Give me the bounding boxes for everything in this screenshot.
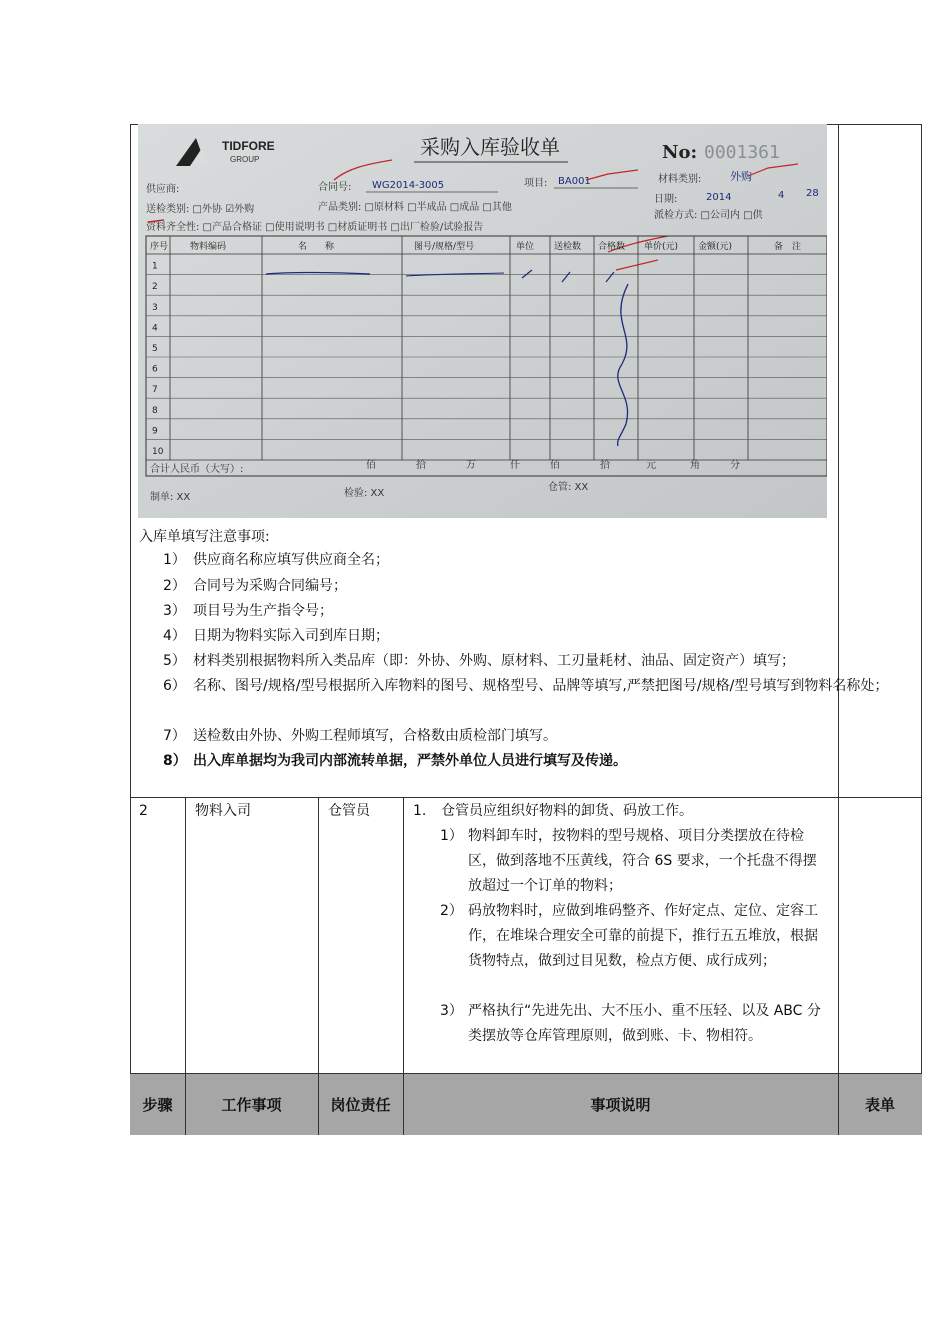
form-column-header: 送检数: [554, 242, 582, 252]
date-day: 28: [806, 188, 819, 199]
check-type-label: 送检类别: □外协 ☑外购: [146, 204, 255, 215]
step-sub-number: 2）: [440, 903, 463, 919]
form-row-number: 10: [152, 447, 164, 457]
form-column-header: 金额(元): [698, 242, 733, 252]
logo-subtext: GROUP: [230, 155, 260, 164]
form-number: 0001361: [704, 142, 780, 163]
step-main-text: 仓管员应组织好物料的卸货、码放工作。: [441, 803, 693, 819]
date-year: 2014: [706, 192, 732, 203]
form-row-number: 4: [152, 323, 158, 334]
form-column-header: 序号: [150, 242, 169, 252]
project-label: 项目:: [524, 178, 548, 189]
maker-label: 制单: XX: [150, 492, 191, 503]
form-row-number: 1: [152, 261, 158, 272]
note-text: 名称、图号/规格/型号根据所入库物料的图号、规格型号、品牌等填写,严禁把图号/规格/型号填写到物料名称处；: [193, 678, 889, 694]
step-main-item: [413, 799, 833, 824]
form-number-label: No:: [662, 142, 698, 163]
note-number: 7）: [163, 728, 186, 744]
project-value: BA001: [558, 176, 591, 187]
note-number: 4）: [163, 628, 186, 644]
note-text: 出入库单据均为我司内部流转单据，严禁外单位人员进行填写及传递。: [193, 753, 627, 769]
logo-text: TIDFORE: [222, 139, 275, 153]
header-work-item: 工作事项: [221, 1095, 282, 1114]
date-month: 4: [778, 190, 785, 201]
form-total-unit: 拾: [600, 460, 610, 471]
form-title: 采购入库验收单: [420, 135, 560, 159]
notes-title: 入库单填写注意事项:: [139, 529, 270, 545]
material-type-label: 材料类别:: [658, 174, 702, 185]
note-number: 1）: [163, 552, 186, 568]
checker-label: 检验: XX: [344, 488, 385, 499]
form-total-unit: 分: [730, 460, 740, 471]
note-item-emphasis: [163, 749, 913, 773]
note-text: 合同号为采购合同编号；: [193, 578, 347, 594]
note-item: [163, 599, 913, 623]
step-sub-text: 码放物料时，应做到堆码整齐、作好定点、定位、定容工作，在堆垛合理安全可靠的前提下，推行五五堆放，根据货物特点，做到过目见数，检点方便、成行成列；: [468, 903, 818, 969]
form-row-number: 8: [152, 405, 158, 416]
form-total-unit: 佰: [550, 460, 560, 471]
form-column-header: 图号/规格/型号: [414, 242, 475, 252]
form-row-number: 7: [152, 385, 158, 396]
date-label: 日期:: [654, 194, 678, 205]
note-number: 8）: [163, 753, 187, 769]
form-total-unit: 万: [466, 460, 476, 471]
note-text: 供应商名称应填写供应商全名；: [193, 552, 389, 568]
note-item: [163, 674, 913, 698]
docs-label: 资料齐全性: □产品合格证 □使用说明书 □材质证明书 □出厂检验/试验报告: [146, 222, 484, 233]
form-column-header: 单位: [516, 242, 535, 252]
note-text: 送检数由外协、外购工程师填写，合格数由质检部门填写。: [193, 728, 557, 744]
material-type-value: 外购: [730, 170, 752, 183]
form-total-unit: 拾: [416, 460, 426, 471]
form-column-header: 备 注: [774, 242, 802, 252]
form-row-number: 5: [152, 344, 158, 354]
step-sub-item: [440, 999, 830, 1049]
receipt-form-photo: [138, 124, 827, 518]
form-column-header: 单价(元): [644, 242, 679, 252]
note-item: [163, 649, 913, 673]
step-sub-item: [440, 824, 830, 899]
form-column-header: 物料编码: [190, 242, 227, 252]
form-row-number: 2: [152, 282, 158, 293]
step-sub-item: [440, 899, 830, 974]
header-description: 事项说明: [590, 1095, 651, 1114]
step-sub-text: 严格执行“先进先出、大不压小、重不压轻、以及 ABC 分类摆放等仓库管理原则，做到账、卡、物相符。: [468, 1003, 821, 1044]
keeper-label: 仓管: XX: [548, 482, 589, 493]
form-row-number: 9: [152, 426, 158, 437]
note-item: [163, 724, 913, 748]
form-column-header: 合格数: [598, 242, 626, 252]
note-item: [163, 624, 913, 648]
form-total-unit: 佰: [366, 460, 376, 471]
form-row-number: 6: [152, 364, 158, 375]
contract-value: WG2014-3005: [372, 180, 445, 191]
note-item: [163, 548, 913, 572]
step-number: 2: [139, 803, 148, 819]
inspect-method-label: 派检方式: □公司内 □供: [654, 210, 763, 221]
note-number: 2）: [163, 578, 186, 594]
role: 仓管员: [328, 803, 370, 819]
form-total-unit: 角: [690, 460, 700, 471]
form-column-header: 名 称: [298, 242, 335, 252]
header-step: 步骤: [142, 1095, 173, 1114]
step-main-number: 1.: [413, 803, 427, 819]
contract-label: 合同号:: [318, 182, 352, 193]
note-number: 3）: [163, 603, 186, 619]
total-label: 合计人民币（大写）:: [150, 464, 244, 475]
note-text: 项目号为生产指令号；: [193, 603, 333, 619]
table-divider: [130, 797, 922, 798]
form-total-unit: 元: [646, 460, 656, 471]
form-row-number: 3: [152, 302, 158, 313]
note-number: 6）: [163, 678, 186, 694]
supplier-label: 供应商:: [146, 184, 180, 195]
note-text: 日期为物料实际入司到库日期；: [193, 628, 389, 644]
product-type-label: 产品类别: □原材料 □半成品 □成品 □其他: [318, 202, 512, 213]
step-sub-number: 1）: [440, 828, 463, 844]
note-text: 材料类别根据物料所入类品库（即：外协、外购、原材料、工刃量耗材、油品、固定资产）填写；: [193, 653, 795, 669]
work-item: 物料入司: [195, 803, 251, 819]
step-sub-number: 3）: [440, 1003, 463, 1019]
note-number: 5）: [163, 653, 186, 669]
header-role: 岗位责任: [330, 1095, 391, 1114]
note-item: [163, 574, 913, 598]
step-sub-text: 物料卸车时，按物料的型号规格、项目分类摆放在待检区，做到落地不压黄线，符合 6S 要求，一个托盘不得摆放超过一个订单的物料；: [468, 828, 817, 894]
form-total-unit: 仟: [510, 460, 520, 471]
header-form: 表单: [864, 1095, 895, 1114]
